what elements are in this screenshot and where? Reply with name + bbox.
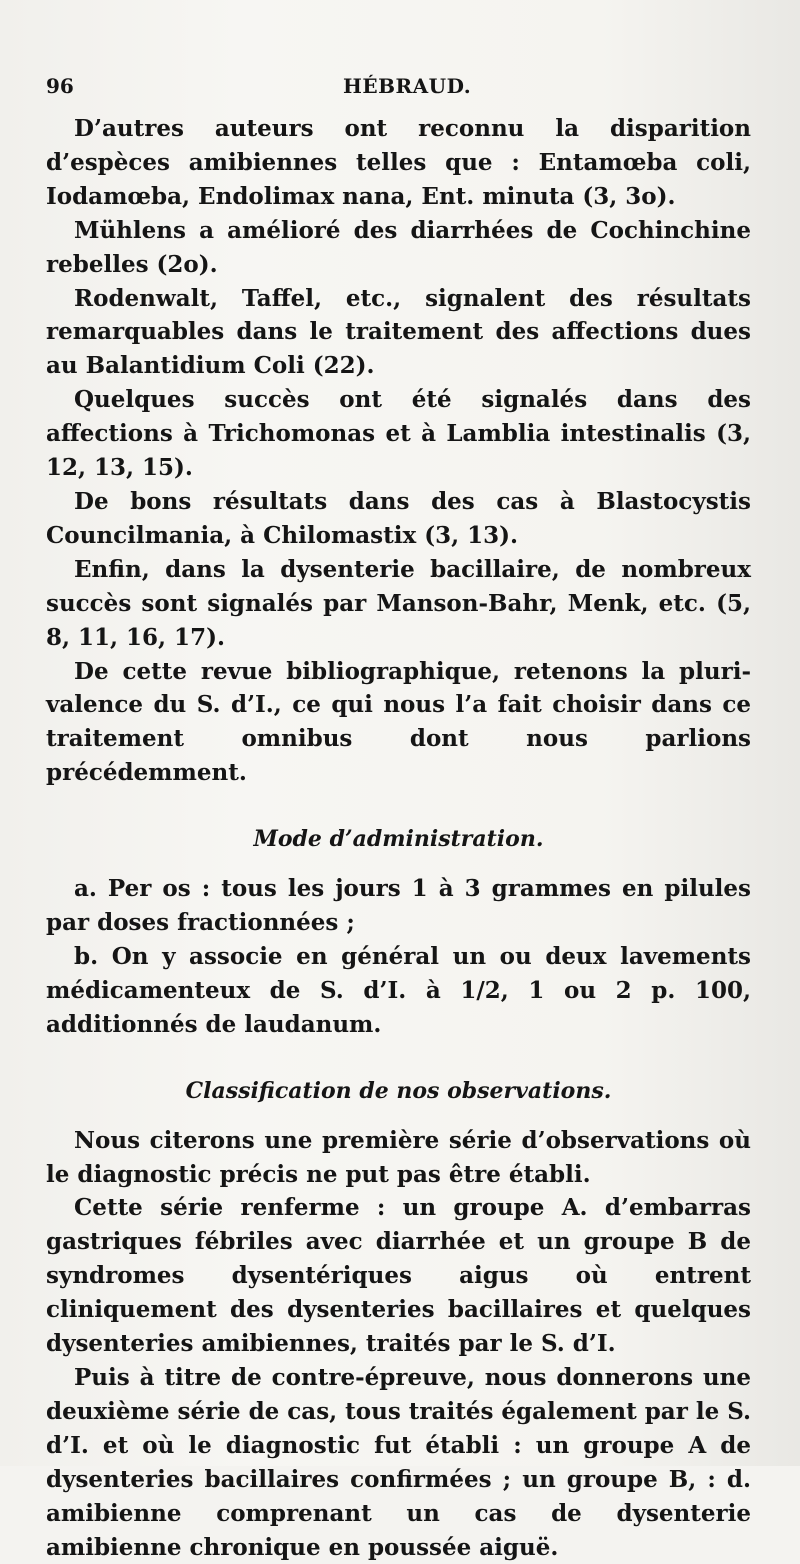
paragraph-9: Cette série renferme : un groupe A. d’embarras gastriques fébriles avec diarrhée et un groupe B de syndromes dysentériques aigus où entrent cliniquement des dysenteries bacillaires et quelques dysenteries amibiennes, traités par le S. d’I. [46, 1194, 751, 1358]
list-item-a: a. Per os : tous les jours 1 à 3 grammes en pilules par doses fractionnées ; [46, 875, 751, 937]
section-title-classification: Classification de nos observations. [185, 1077, 612, 1104]
page-number: 96 [46, 74, 74, 98]
page-header [46, 74, 766, 104]
paragraph-1: D’autres auteurs ont reconnu la disparition d’espèces amibiennes telles que : Entamœba coli, Iodamœba, Endolimax nana, Ent. minuta (3, 3o). [46, 115, 751, 210]
paragraph-6: Enfin, dans la dysenterie bacillaire, de nombreux succès sont signalés par Manson-Bahr, Menk, etc. (5, 8, 11, 16, 17). [46, 555, 751, 651]
paragraph-2: Mühlens a amélioré des diarrhées de Cochinchine rebelles (2o). [46, 216, 751, 278]
section-title-mode-administration: Mode d’administration. [253, 826, 544, 853]
paragraph-8: Nous citerons une première série d’observations où le diagnostic précis ne put pas être établi. [46, 1126, 751, 1188]
paragraph-5: De bons résultats dans des cas à Blastocystis Councilmania, à Chilomastix (3, 13). [46, 487, 751, 549]
running-title: HÉBRAUD. [343, 74, 472, 98]
paragraph-7: De cette revue bibliographique, retenons la pluri-valence du S. d’I., ce qui nous l’a fait choisir dans ce traitement omnibus dont nous parlions précédemment. [46, 657, 751, 787]
list-item-b: b. On y associe en général un ou deux lavements médicamenteux de S. d’I. à 1/2, 1 ou 2 p. 100, additionnés de laudanum. [46, 942, 751, 1038]
paragraph-10: Puis à titre de contre-épreuve, nous donnerons une deuxième série de cas, tous traités également par le S. d’I. et où le diagnostic fut établi : un groupe A de dysenteries bacillaires confirmées ; un groupe B, : d. amibienne comprenant un cas de dysenterie amibienne chronique en poussée aiguë. [46, 1364, 752, 1561]
paragraph-3: Rodenwalt, Taffel, etc., signalent des résultats remarquables dans le traitement des affections dues au Balantidium Coli (22). [46, 284, 751, 380]
paragraph-4: Quelques succès ont été signalés dans des affections à Trichomonas et à Lamblia intestinalis (3, 12, 13, 15). [46, 386, 751, 482]
page-body [46, 112, 751, 1564]
